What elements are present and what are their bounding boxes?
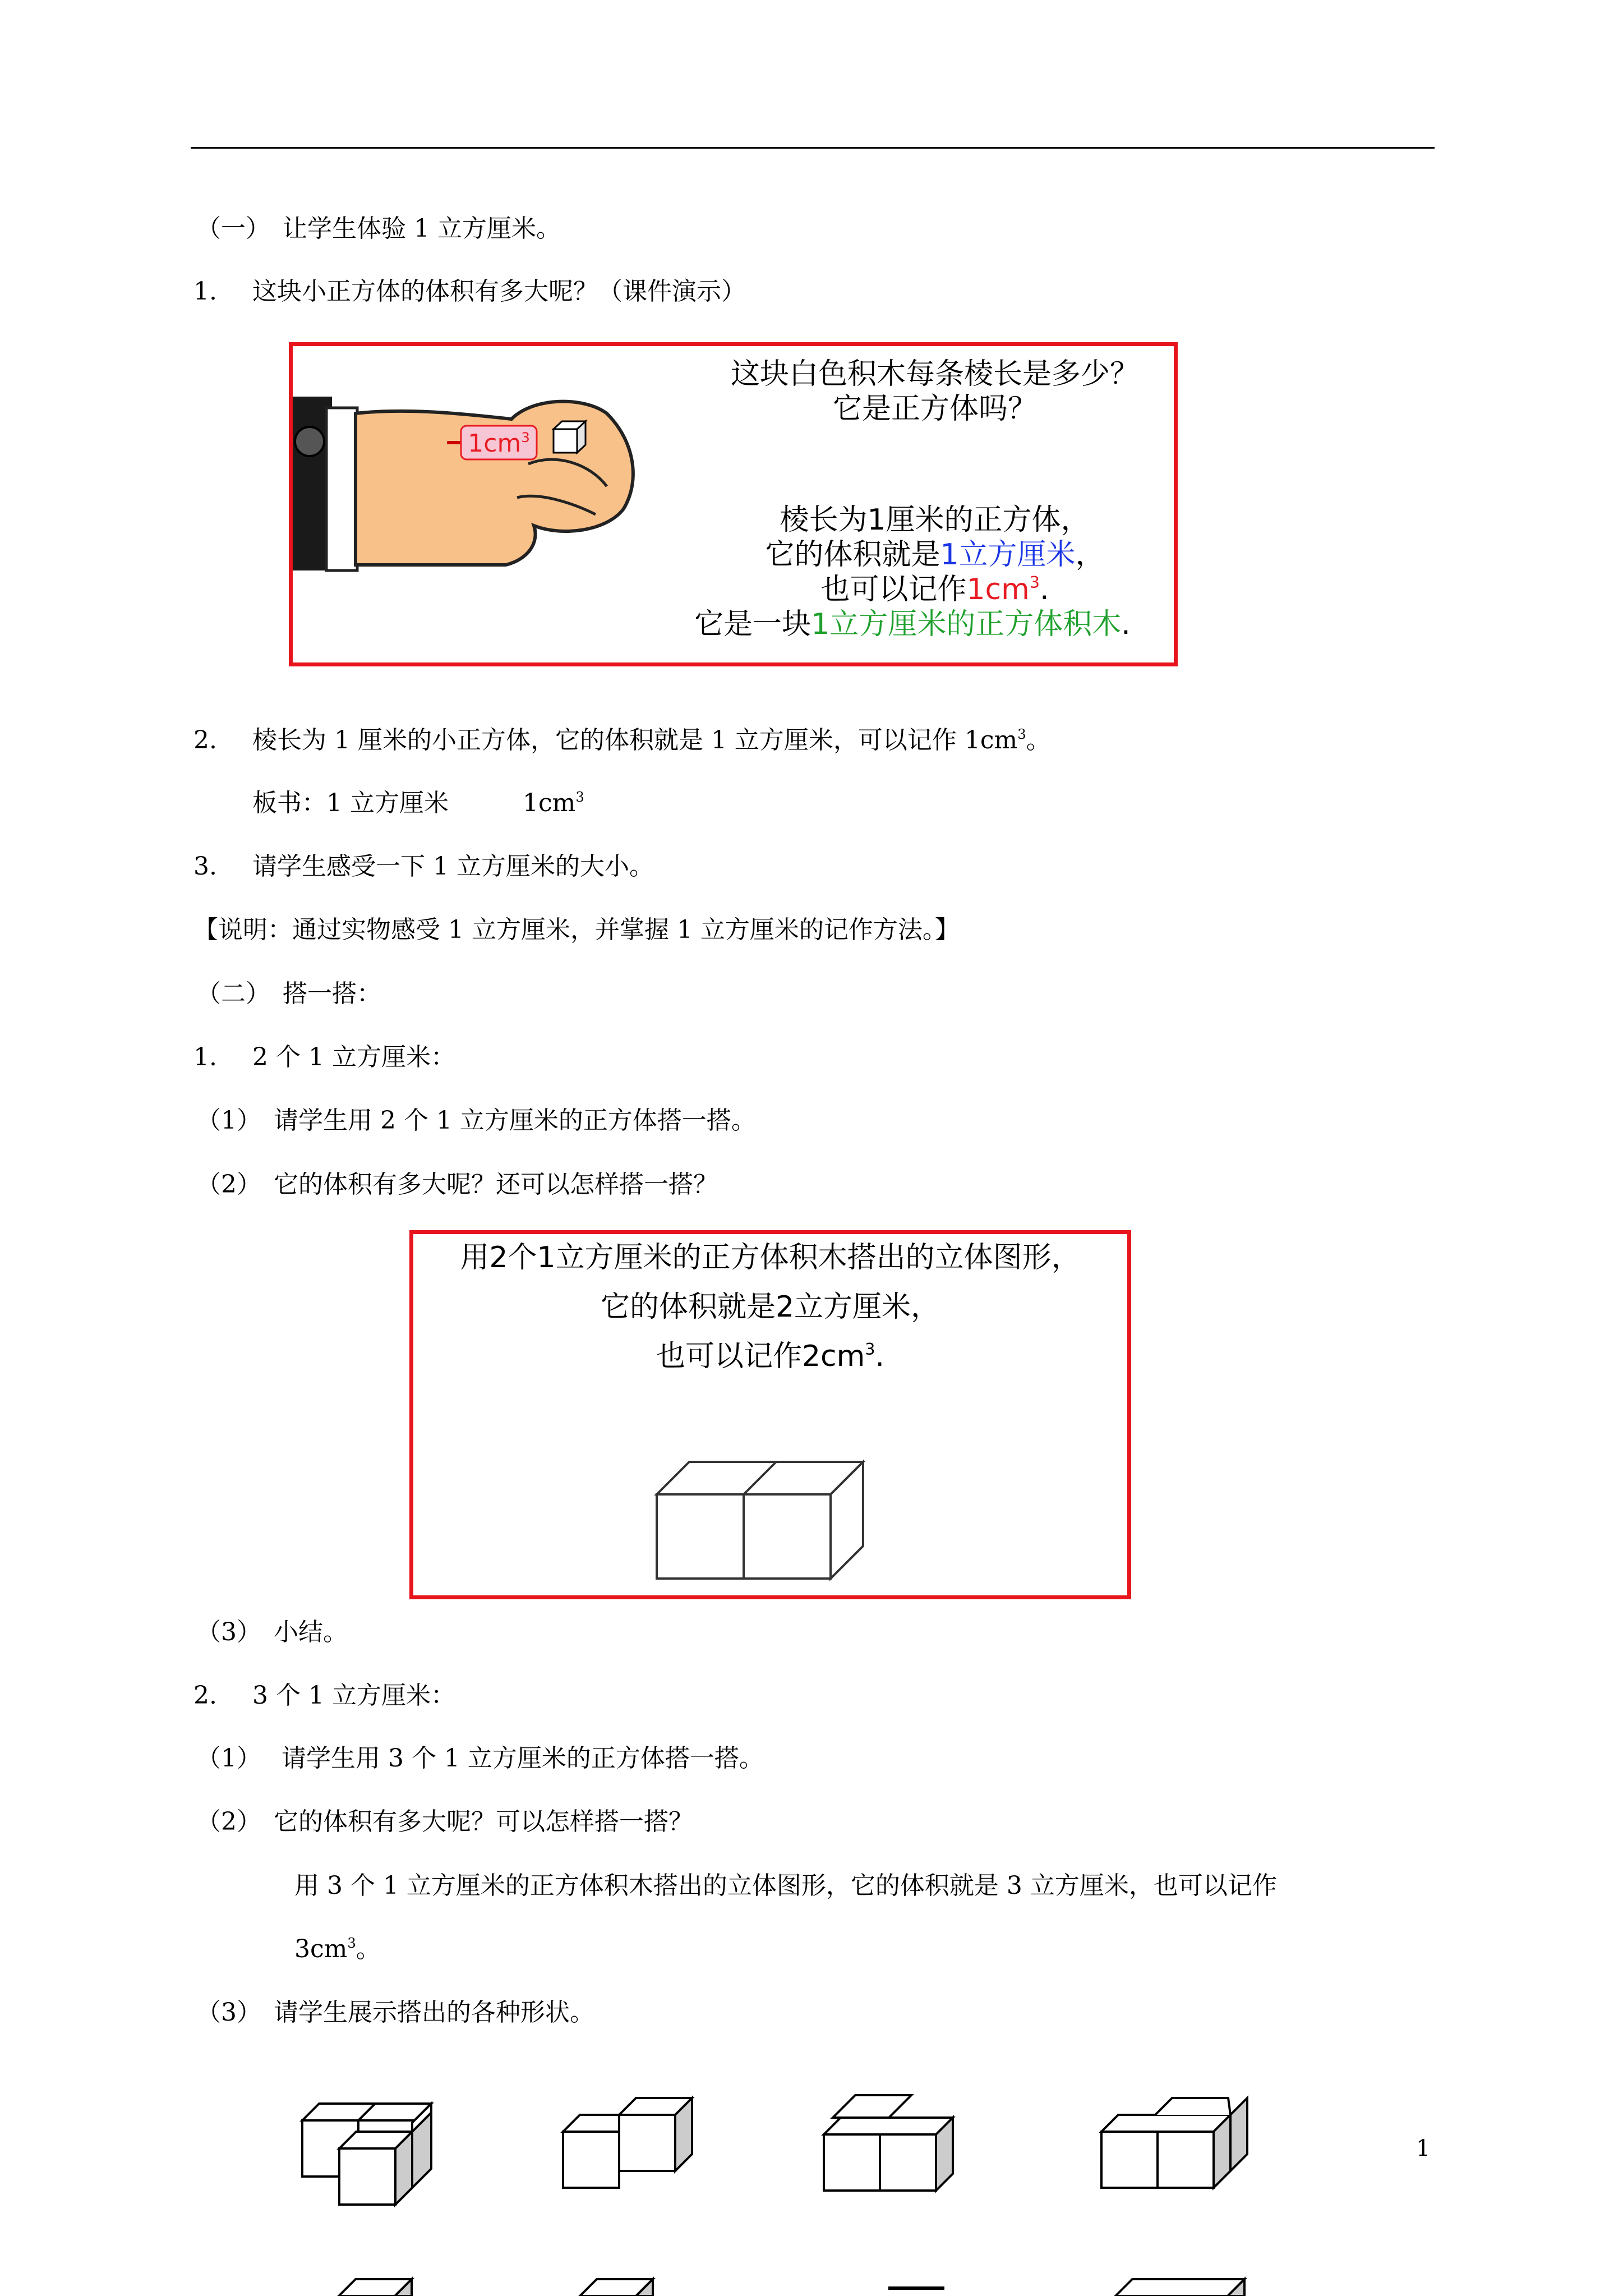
p2-number: 2. [193,1681,217,1710]
p2-step2: （2） 它的体积有多大呢？可以怎样搭一搭？ [196,1807,693,1836]
slide2-line2: 它的体积就是2立方厘米， [600,1290,940,1324]
two-cube-figure [654,1457,879,1586]
slide2-line1: 用2个1立方厘米的正方体积木搭出的立体图形， [460,1241,1081,1274]
item3-number: 3. [193,852,217,881]
item2-number: 2. [193,726,217,754]
three-cube-shape-5 [336,2274,449,2296]
slide1-answer-1: 棱长为1厘米的正方体， [780,503,1090,537]
slide1-answer-3: 也可以记作$1cm^3$. [820,572,1049,606]
three-cube-shape-1 [300,2092,440,2205]
three-cube-shape-7 [886,2285,953,2296]
section2-heading: （二） 搭一搭： [196,979,381,1008]
p2-step3: （3） 请学生展示搭出的各种形状。 [196,1998,594,2027]
item3-text: 请学生感受一下 1 立方厘米的大小。 [252,852,654,881]
three-cube-shape-8 [1113,2274,1259,2296]
cube-icon [554,421,585,453]
slide1-answer-2: 它的体积就是1立方厘米， [765,538,1105,572]
slide1-answer-4: 它是一块1立方厘米的正方体积木. [694,608,1131,641]
item1-number: 1. [193,277,217,306]
slide1-frame [289,342,1178,666]
p1-number: 1. [193,1043,217,1071]
three-cube-shape-3 [822,2090,967,2196]
p2-body-line2: $3cm^3$。 [294,1935,381,1963]
three-cube-shape-4 [1099,2092,1256,2193]
three-cube-shape-6 [578,2274,690,2296]
item1-text: 这块小正方体的体积有多大呢？（课件演示） [252,277,746,306]
note-text: 【说明：通过实物感受 1 立方厘米，并掌握 1 立方厘米的记作方法。】 [193,915,960,944]
p1-step2: （2） 它的体积有多大呢？还可以怎样搭一搭？ [196,1170,718,1199]
slide2-line3: 也可以记作$2cm^3$. [656,1339,885,1373]
p2-text: 3 个 1 立方厘米： [252,1681,455,1710]
p2-step1: （1） 请学生用 3 个 1 立方厘米的正方体搭一搭。 [196,1744,764,1773]
hand-holding-cube-illustration [293,380,674,627]
p1-text: 2 个 1 立方厘米： [252,1043,455,1071]
slide1-question-1: 这块白色积木每条棱长是多少？ [730,357,1139,391]
board-text: 板书：1 立方厘米 $1cm^3$ [252,789,584,817]
item2-text: 棱长为 1 厘米的小正方体，它的体积就是 1 立方厘米，可以记作 $1cm^3$。 [252,726,1051,754]
p1-step3: （3） 小结。 [196,1618,348,1646]
section1-heading: （一） 让学生体验 1 立方厘米。 [196,214,561,243]
slide1-cube-label: $1cm^3$ [468,429,530,458]
header-rule [191,147,1435,149]
three-cube-shape-2 [561,2092,718,2193]
slide1-question-2: 它是正方体吗？ [832,392,1037,426]
p1-step1: （1） 请学生用 2 个 1 立方厘米的正方体搭一搭。 [196,1106,756,1135]
slide2-frame [409,1230,1131,1599]
p2-body-line1: 用 3 个 1 立方厘米的正方体积木搭出的立体图形，它的体积就是 3 立方厘米，也可以记作 [294,1871,1277,1900]
page-number: 1 [1416,2136,1431,2161]
